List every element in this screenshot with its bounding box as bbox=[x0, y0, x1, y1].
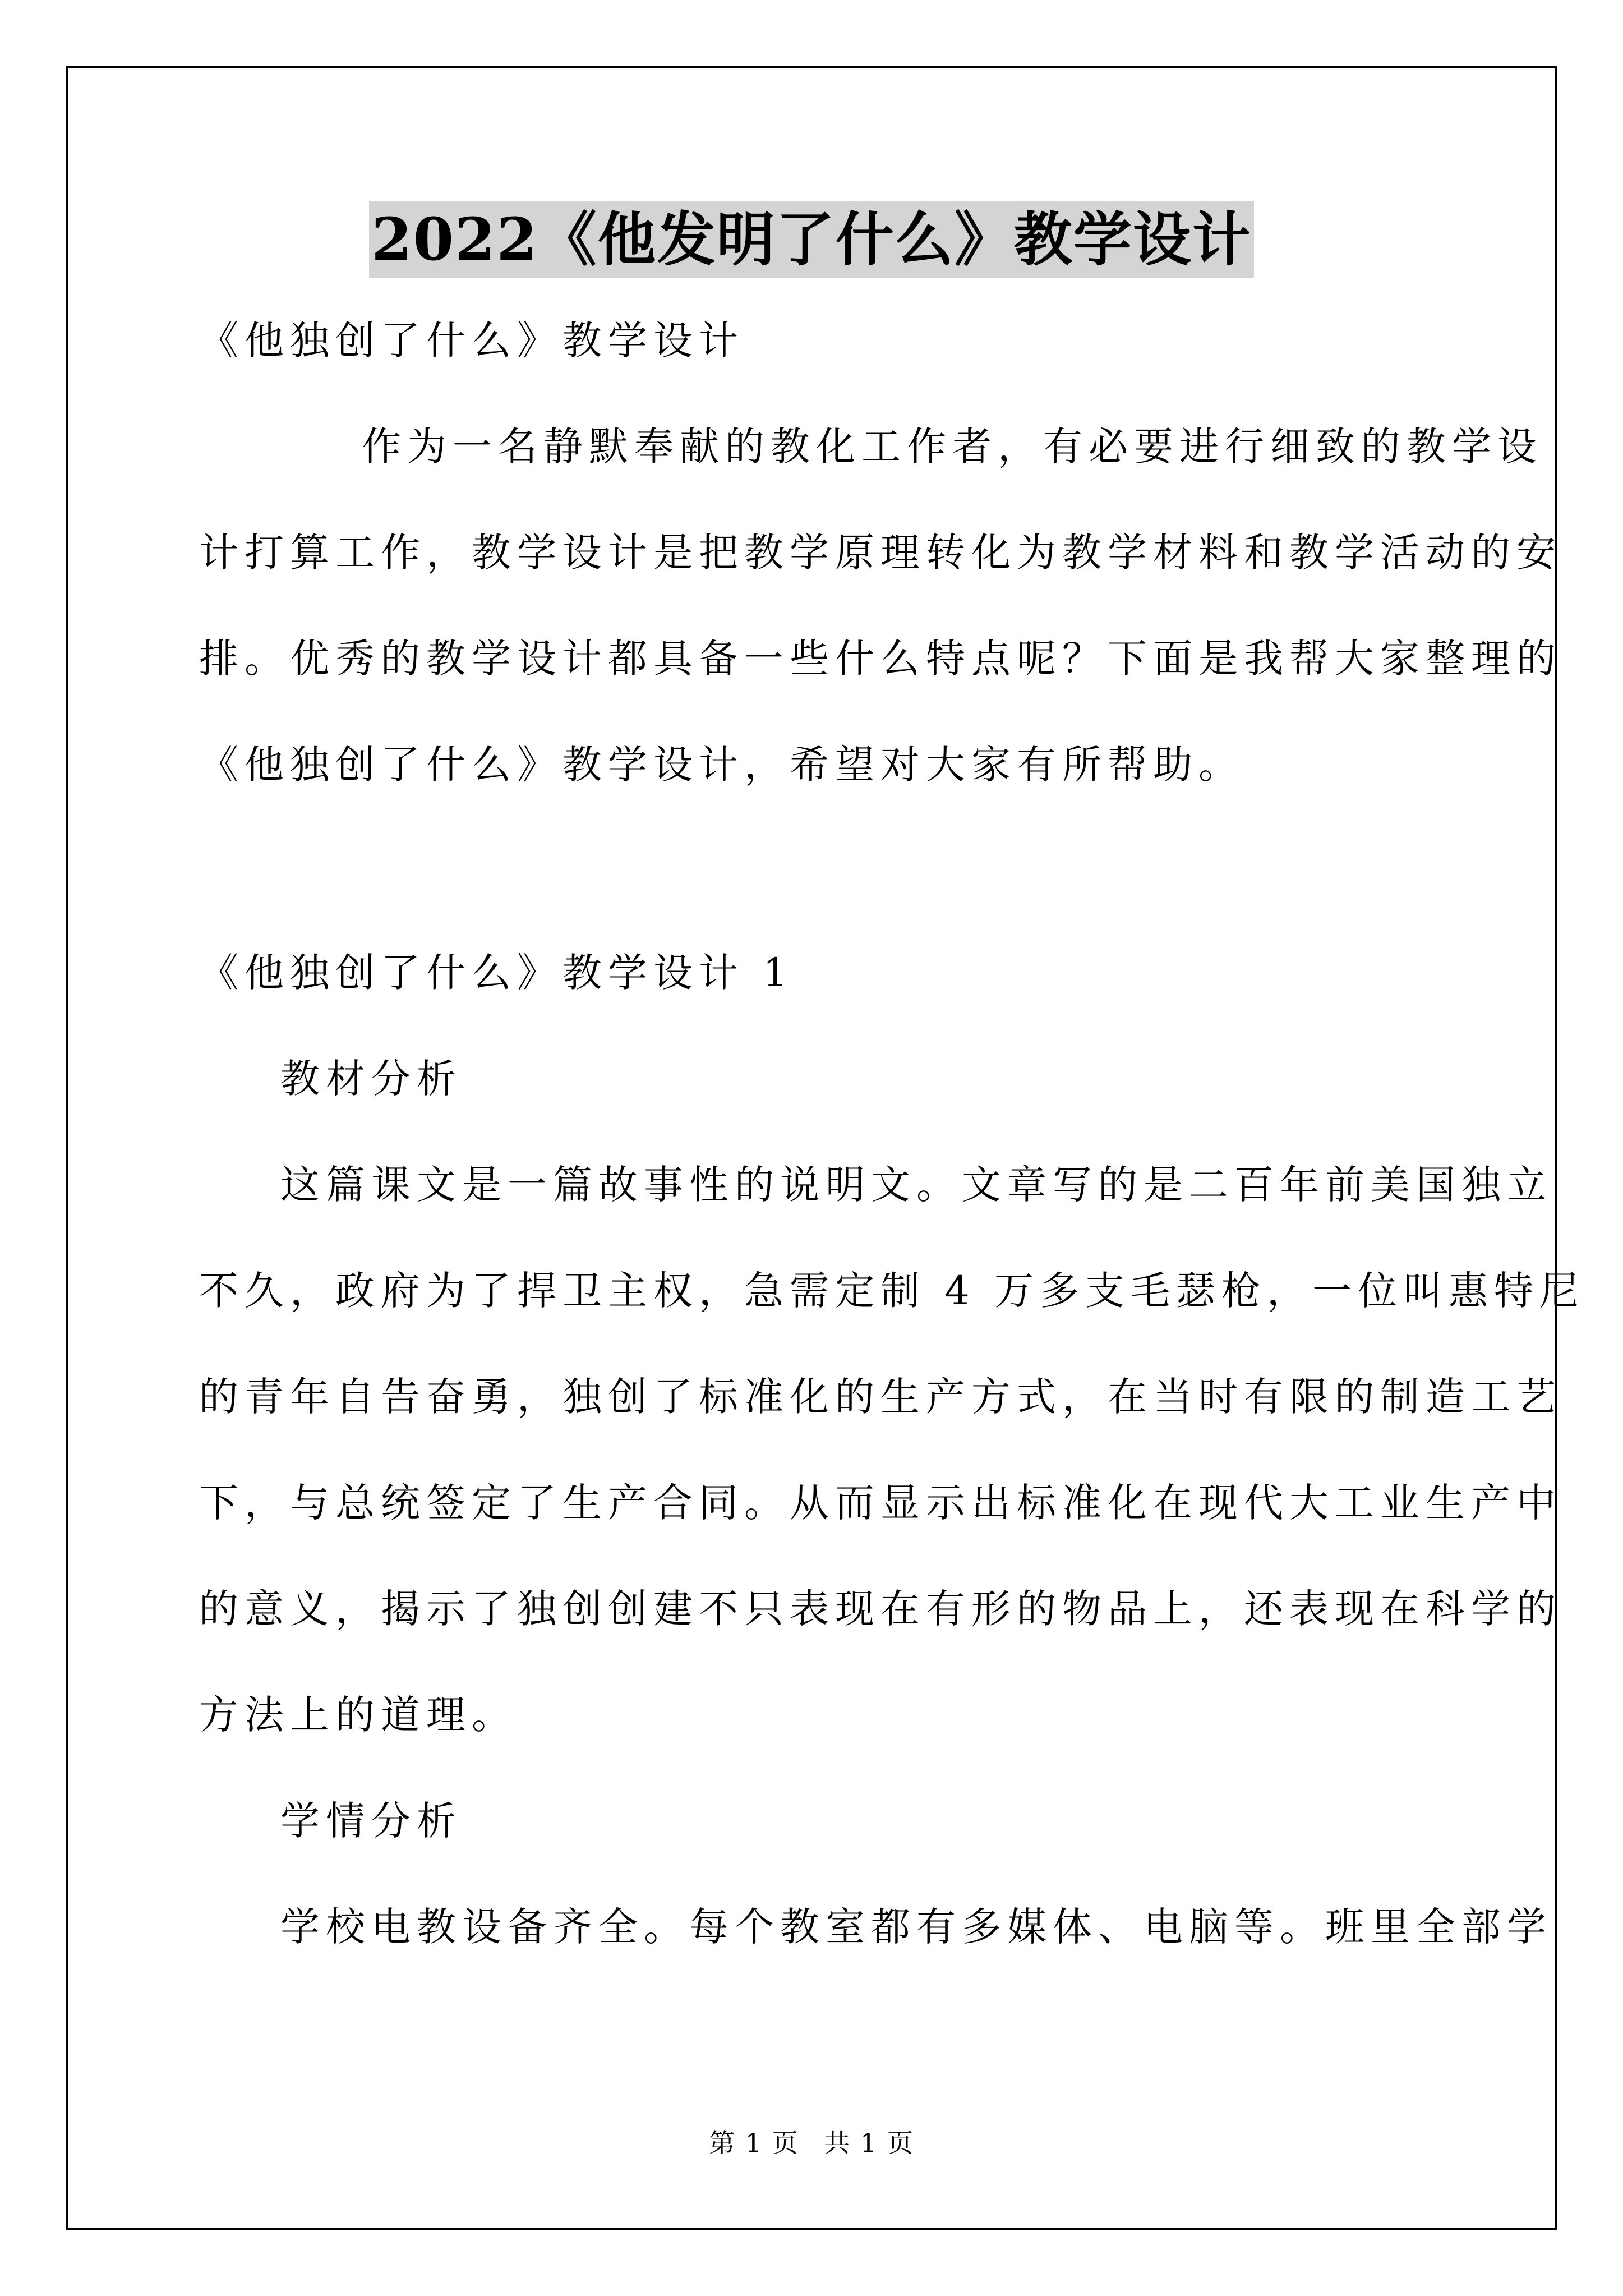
paragraph-line: 不久，政府为了捍卫主权，急需定制 4 万多支毛瑟枪，一位叫惠特尼 bbox=[199, 1268, 1585, 1314]
paragraph-line: 学校电教设备齐全。每个教室都有多媒体、电脑等。班里全部学 bbox=[280, 1904, 1552, 1950]
heading-student-analysis: 学情分析 bbox=[280, 1798, 462, 1844]
paragraph-line: 的青年自告奋勇，独创了标准化的生产方式，在当时有限的制造工艺 bbox=[199, 1374, 1562, 1420]
document-title: 2022《他发明了什么》教学设计 bbox=[369, 201, 1253, 278]
page-number-current: 第 1 页 bbox=[709, 2128, 799, 2158]
paragraph-line: 作为一名静默奉献的教化工作者，有必要进行细致的教学设 bbox=[362, 424, 1543, 470]
paragraph-line: 排。优秀的教学设计都具备一些什么特点呢？下面是我帮大家整理的 bbox=[199, 636, 1562, 682]
paragraph-line: 这篇课文是一篇故事性的说明文。文章写的是二百年前美国独立 bbox=[280, 1162, 1552, 1208]
title-container bbox=[0, 201, 1623, 278]
paragraph-line: 方法上的道理。 bbox=[199, 1692, 517, 1738]
heading-material-analysis: 教材分析 bbox=[280, 1056, 462, 1102]
intro-paragraph bbox=[199, 420, 1562, 792]
subtitle: 《他独创了什么》教学设计 bbox=[199, 318, 744, 364]
paragraph-line: 《他独创了什么》教学设计，希望对大家有所帮助。 bbox=[199, 742, 1244, 788]
page-number-total: 共 1 页 bbox=[824, 2128, 914, 2158]
material-paragraph bbox=[199, 1158, 1585, 1742]
document-body bbox=[199, 314, 1585, 1954]
paragraph-line: 计打算工作，教学设计是把教学原理转化为教学材料和教学活动的安 bbox=[199, 530, 1562, 576]
section-title: 《他独创了什么》教学设计 1 bbox=[199, 950, 794, 996]
students-paragraph bbox=[199, 1901, 1552, 1954]
page-footer bbox=[0, 2126, 1623, 2160]
paragraph-line: 的意义，揭示了独创创建不只表现在有形的物品上，还表现在科学的 bbox=[199, 1586, 1562, 1632]
paragraph-line: 下，与总统签定了生产合同。从而显示出标准化在现代大工业生产中 bbox=[199, 1480, 1562, 1526]
